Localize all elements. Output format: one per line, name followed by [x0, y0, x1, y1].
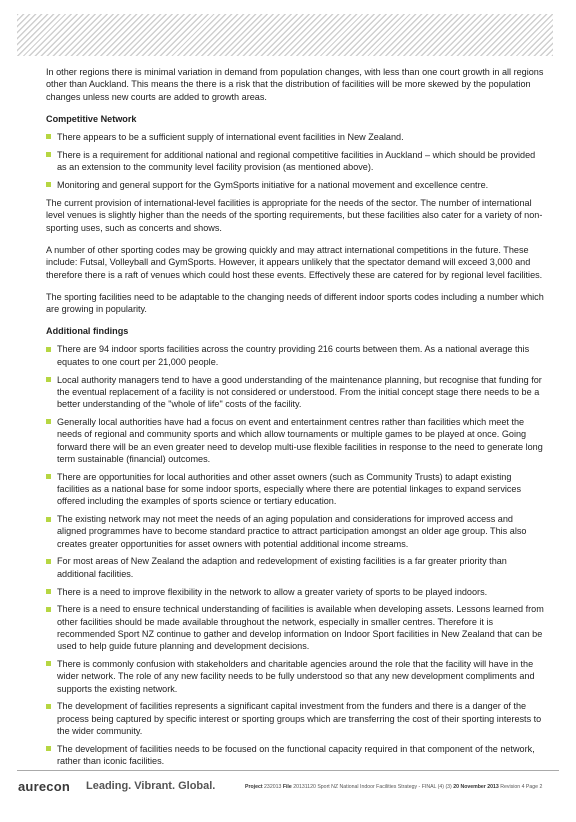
- bullet-icon: [46, 182, 51, 187]
- competitive-network-list: [46, 131, 544, 191]
- list-item-text: There is commonly confusion with stakeholders and charitable agencies around the role that the facility will have in the wider network. The role of any new facility needs to be fully understood so that any new development compliments and supports the existing network.: [57, 658, 535, 694]
- additional-findings-heading: Additional findings: [46, 326, 129, 337]
- bullet-icon: [46, 419, 51, 424]
- document-date: 20 November 2013: [453, 784, 499, 790]
- list-item: [46, 416, 544, 465]
- footer-tagline: Leading. Vibrant. Global.: [86, 780, 216, 792]
- bullet-icon: [46, 134, 51, 139]
- list-item-text: There is a requirement for additional national and regional competitive facilities in Auckland – which should be provided as an extension to the community level facility provision (as mentioned above).: [57, 149, 536, 172]
- bullet-icon: [46, 517, 51, 522]
- list-item-text: There is a need to ensure technical understanding of facilities is available when developing assets. Lessons learned from other facilities should be made available throughout the network, especially in smaller centres. Therefore it is recommended Sport NZ continue to gather and develop information on Indoor Sport facilities in New Zealand that can be used to help guide future planning and development decisions.: [57, 604, 544, 652]
- list-item-text: There are opportunities for local authorities and other asset owners (such as Community Trusts) to adapt existing facilities as a national base for some indoor sports, especially where there are potential linkages to expand services offered including the examples of sports science or tertiary education.: [57, 471, 522, 507]
- list-item-text: Monitoring and general support for the GymSports initiative for a national movement and excellence centre.: [57, 179, 489, 190]
- list-item-text: There is a need to improve flexibility in the network to allow a greater variety of sports to be played indoors.: [57, 586, 488, 597]
- list-item: [46, 743, 544, 768]
- list-item-text: Local authority managers tend to have a good understanding of the maintenance planning, but recognise that funding for the eventual replacement of a facility is not considered or understood. From the initial concept stage there needs to be a better understanding of the "whole of life" costs of the facility.: [57, 374, 542, 410]
- paragraph: The current provision of international-level facilities is appropriate for the needs of the sector. The number of international level venues is slightly higher than the needs of the sporting requirements, but these facilities also cater for a variety of non-sporting uses, such as concerts and shows.: [46, 198, 543, 233]
- intro-paragraph: In other regions there is minimal variation in demand from population changes, with less than one court growth in all regions other than Auckland. This means the there is a risk that the distribution of facilities will be more skewed by the population changes unless new courts are added to growth areas.: [46, 67, 544, 102]
- bullet-icon: [46, 347, 51, 352]
- project-label: Project: [245, 784, 263, 790]
- bullet-icon: [46, 704, 51, 709]
- list-item: [46, 555, 544, 580]
- list-item-text: There appears to be a sufficient supply of international event facilities in New Zealand.: [57, 131, 404, 142]
- bullet-icon: [46, 377, 51, 382]
- file-label: File: [282, 784, 292, 790]
- list-item-text: The development of facilities represents a significant capital investment from the funders and there is a danger of the process being captured by specific interest or sporting groups which are transferring the cost of their sporting interests to the wider community.: [57, 701, 542, 736]
- list-item: [46, 603, 544, 652]
- bullet-icon: [46, 607, 51, 612]
- list-item: [46, 700, 544, 737]
- list-item: [46, 149, 544, 174]
- file-name: 20131120 Sport NZ National Indoor Facilities Strategy - FINAL (4) (3): [293, 784, 452, 790]
- paragraph: The sporting facilities need to be adaptable to the changing needs of different indoor sports codes including a number which are growing in popularity.: [46, 291, 544, 315]
- bullet-icon: [46, 152, 51, 157]
- list-item-text: The existing network may not meet the needs of an aging population and considerations for improved access and aligned programmes have to become standard practice to attract participation amongst an older age group. This also creates greater opportunities for asset owners with potential additional income streams.: [57, 514, 527, 549]
- revision-page: Revision 4 Page 2: [500, 784, 543, 790]
- project-number: 232013: [264, 784, 282, 790]
- additional-findings-list: [46, 343, 544, 767]
- footer-divider: [17, 770, 559, 771]
- list-item-text: For most areas of New Zealand the adaption and redevelopment of existing facilities is a far greater priority than additional facilities.: [57, 556, 507, 579]
- list-item: [46, 658, 544, 695]
- list-item: [46, 513, 544, 550]
- aurecon-logo: aurecon: [18, 779, 70, 794]
- list-item: [46, 179, 544, 191]
- bullet-icon: [46, 589, 51, 594]
- footer-document-reference: [245, 784, 557, 790]
- bullet-icon: [46, 474, 51, 479]
- list-item: [46, 343, 544, 368]
- list-item: [46, 586, 544, 598]
- paragraph: A number of other sporting codes may be growing quickly and may attract international competitions in the future. These include: Futsal, Volleyball and GymSports. However, it appears unlikely that the spectator demand will exceed 3,000 and therefore there is a raft of venues which could host these events. Effectively these are catered for by regional level facilities.: [46, 244, 543, 280]
- list-item-text: Generally local authorities have had a focus on event and entertainment centres rather than facilities which meet the needs of regional and community sports and which allow tournaments or multiple games to be played at once. Going forward there will be an even greater need to develop multi-use flexible facilities in response to the need to generate long term sustainable (financial) outcomes.: [57, 416, 543, 464]
- list-item: [46, 374, 544, 411]
- competitive-network-heading: Competitive Network: [46, 113, 137, 124]
- list-item: [46, 471, 544, 508]
- document-body: [46, 66, 544, 773]
- bullet-icon: [46, 746, 51, 751]
- list-item-text: There are 94 indoor sports facilities across the country providing 216 courts between them. As a national average this equates to one court per 21,000 people.: [57, 344, 530, 367]
- bullet-icon: [46, 661, 51, 666]
- list-item-text: The development of facilities needs to be focused on the functional capacity required in that component of the network, rather than iconic facilities.: [57, 743, 535, 767]
- header-hatch-banner: [17, 14, 553, 56]
- bullet-icon: [46, 559, 51, 564]
- list-item: [46, 131, 544, 143]
